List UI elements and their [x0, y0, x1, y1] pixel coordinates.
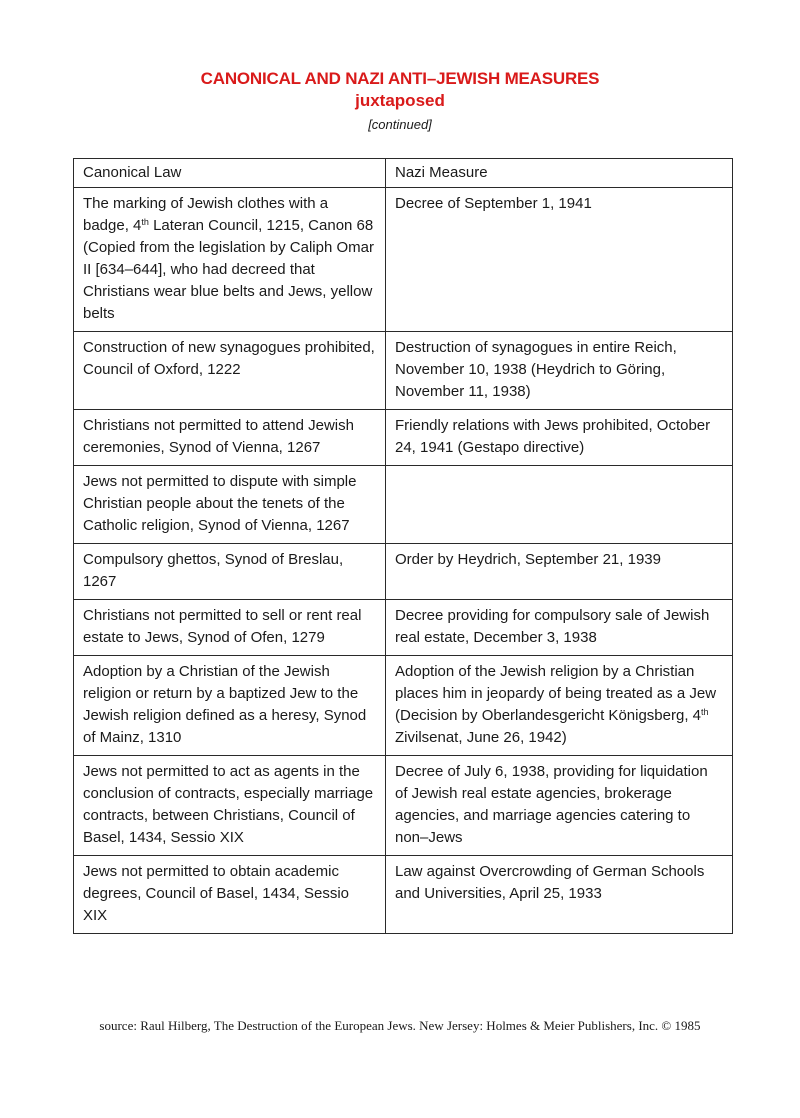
canonical-law-cell: Jews not permitted to dispute with simple Christian people about the tenets of the Catholic religion, Synod of Vienna, 1267: [74, 466, 386, 544]
table-row: [74, 466, 733, 544]
canonical-law-cell: Construction of new synagogues prohibited, Council of Oxford, 1222: [74, 332, 386, 410]
nazi-measure-cell: Law against Overcrowding of German Schools and Universities, April 25, 1933: [386, 856, 733, 934]
table-row: [74, 410, 733, 466]
page-subtitle: juxtaposed: [355, 91, 445, 110]
table-row: [74, 544, 733, 600]
table-row: [74, 600, 733, 656]
nazi-measure-cell: Decree of September 1, 1941: [386, 188, 733, 332]
nazi-measure-cell: Friendly relations with Jews prohibited, October 24, 1941 (Gestapo directive): [386, 410, 733, 466]
table-row: [74, 656, 733, 756]
canonical-law-cell: Compulsory ghettos, Synod of Breslau, 1267: [74, 544, 386, 600]
nazi-measure-cell: [386, 466, 733, 544]
table-header-row: [74, 159, 733, 188]
page-title: CANONICAL AND NAZI ANTI–JEWISH MEASURES: [200, 69, 600, 88]
canonical-law-cell: Jews not permitted to act as agents in the conclusion of contracts, especially marriage contracts, between Christians, Council of Basel, 1434, Sessio XIX: [74, 756, 386, 856]
nazi-measure-cell: Decree of July 6, 1938, providing for liquidation of Jewish real estate agencies, brokerage agencies, and marriage agencies catering to non–Jews: [386, 756, 733, 856]
column-header-nazi-measure: Nazi Measure: [386, 159, 733, 188]
source-citation: source: Raul Hilberg, The Destruction of the European Jews. New Jersey: Holmes & Meier Publishers, Inc. © 1985: [99, 1018, 701, 1033]
canonical-law-cell: Christians not permitted to sell or rent real estate to Jews, Synod of Ofen, 1279: [74, 600, 386, 656]
canonical-law-cell: Jews not permitted to obtain academic degrees, Council of Basel, 1434, Sessio XIX: [74, 856, 386, 934]
table-row: [74, 856, 733, 934]
column-header-canonical-law: Canonical Law: [74, 159, 386, 188]
nazi-measure-cell: Destruction of synagogues in entire Reich, November 10, 1938 (Heydrich to Göring, November 11, 1938): [386, 332, 733, 410]
canonical-law-cell: The marking of Jewish clothes with a badge, 4th Lateran Council, 1215, Canon 68 (Copied from the legislation by Caliph Omar II [634–644], who had decreed that Christians wear blue belts and Jews, yellow belts: [74, 188, 386, 332]
nazi-measure-cell: Adoption of the Jewish religion by a Christian places him in jeopardy of being treated as a Jew (Decision by Oberlandesgericht Königsberg, 4th Zivilsenat, June 26, 1942): [386, 656, 733, 756]
table-row: [74, 188, 733, 332]
nazi-measure-cell: Order by Heydrich, September 21, 1939: [386, 544, 733, 600]
continued-note: [continued]: [368, 117, 432, 132]
table-row: [74, 332, 733, 410]
nazi-measure-cell: Decree providing for compulsory sale of Jewish real estate, December 3, 1938: [386, 600, 733, 656]
canonical-law-cell: Adoption by a Christian of the Jewish religion or return by a baptized Jew to the Jewish religion defined as a heresy, Synod of Mainz, 1310: [74, 656, 386, 756]
measures-table: [73, 158, 733, 934]
table-row: [74, 756, 733, 856]
canonical-law-cell: Christians not permitted to attend Jewish ceremonies, Synod of Vienna, 1267: [74, 410, 386, 466]
